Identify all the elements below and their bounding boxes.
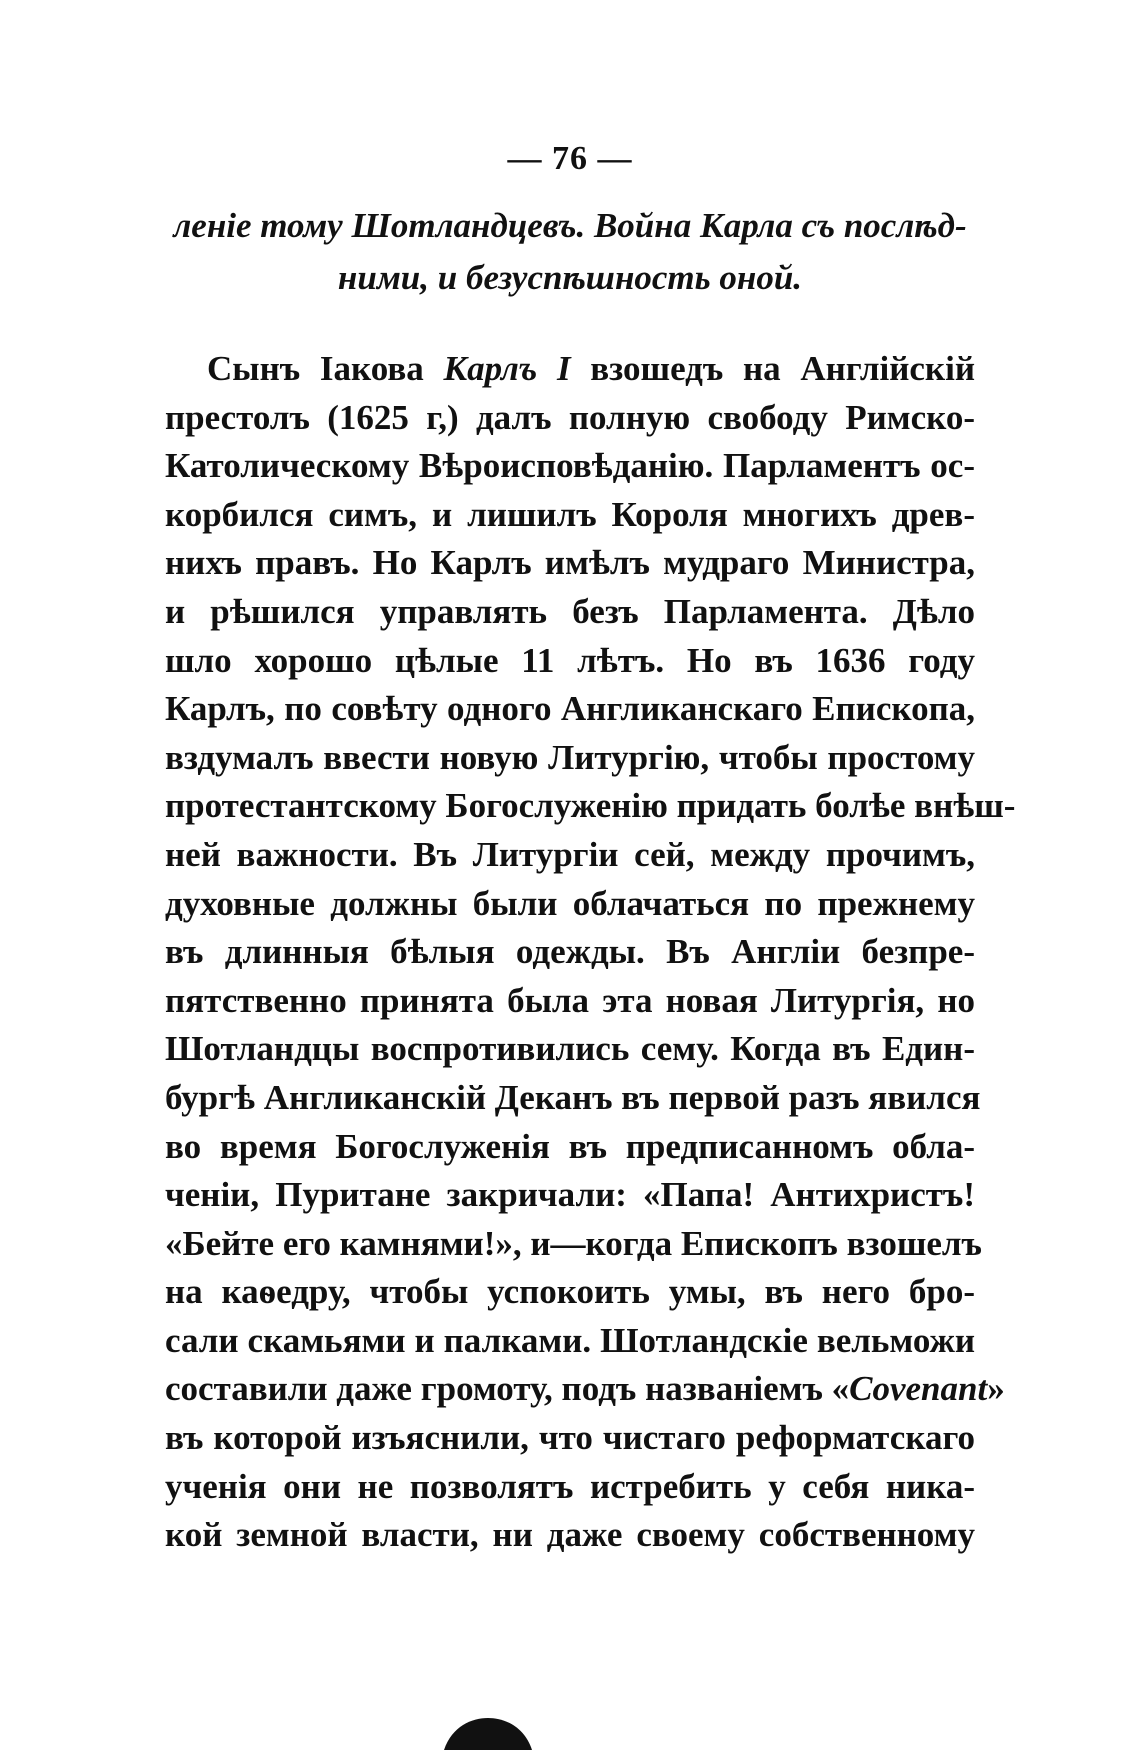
body-line: корбился симъ, и лишилъ Короля многихъ древ- — [165, 494, 975, 534]
section-heading — [165, 200, 975, 304]
body-line: ченіи, Пуритане закричали: «Папа! Антихристъ! — [165, 1175, 975, 1215]
body-line: во время Богослуженія въ предписанномъ обла- — [165, 1126, 975, 1166]
italic-term: Covenant — [849, 1369, 988, 1409]
heading-line: леніе тому Шотландцевъ. Война Карла съ послѣд- — [173, 206, 967, 245]
body-line: нихъ правъ. Но Карлъ имѣлъ мудраго Министра, — [165, 543, 975, 583]
printer-ornament-icon — [442, 1716, 534, 1752]
body-text-fragment: Сынъ Іакова — [207, 349, 444, 388]
body-line: ученія они не позволятъ истребить у себя ника- — [165, 1466, 975, 1506]
body-line: Карлъ, по совѣту одного Англиканскаго Епископа, — [165, 689, 975, 729]
body-line: въ длинныя бѣлыя одежды. Въ Англіи безпре- — [165, 932, 975, 972]
body-line: шло хорошо цѣлые 11 лѣтъ. Но въ 1636 году — [165, 640, 975, 680]
body-line: протестантскому Богослуженію придать болѣе внѣш- — [165, 786, 1016, 826]
body-text — [165, 345, 1016, 1560]
body-line: бургѣ Англиканскій Деканъ въ первой разъ явился — [165, 1077, 981, 1117]
body-line: духовные должны были облачаться по прежнему — [165, 883, 975, 923]
body-line — [165, 1365, 1005, 1414]
body-text-fragment: взошедъ на Англійскій — [570, 349, 975, 388]
body-line: Шотландцы воспротивились сему. Когда въ Един- — [165, 1029, 975, 1069]
body-line: въ которой изъяснили, что чистаго реформатскаго — [165, 1418, 975, 1458]
body-line: Католическому Вѣроисповѣданію. Парламентъ ос- — [165, 446, 975, 486]
body-line: вздумалъ ввести новую Литургію, чтобы простому — [165, 737, 975, 777]
body-line: сали скамьями и палками. Шотландскіе вельможи — [165, 1320, 975, 1360]
body-line: «Бейте его камнями!», и—когда Епископъ взошелъ — [165, 1223, 982, 1263]
body-line: пятственно принята была эта новая Литургія, но — [165, 980, 975, 1020]
body-line: престолъ (1625 г,) далъ полную свободу Римско- — [165, 397, 975, 437]
body-line: и рѣшился управлять безъ Парламента. Дѣло — [165, 591, 975, 631]
body-line — [165, 345, 975, 394]
page-number: — 76 — — [507, 140, 633, 177]
body-line: ней важности. Въ Литургіи сей, между прочимъ, — [165, 834, 975, 874]
italic-name: Карлъ I — [443, 349, 571, 388]
body-line: кой земной власти, ни даже своему собственному — [165, 1515, 975, 1555]
heading-line: ними, и безуспѣшность оной. — [337, 258, 803, 297]
body-text-fragment: составили даже громоту, подъ названіемъ « — [165, 1369, 850, 1409]
body-text-fragment: » — [987, 1369, 1005, 1409]
body-line: на каѳедру, чтобы успокоить умы, въ него бро- — [165, 1272, 975, 1312]
